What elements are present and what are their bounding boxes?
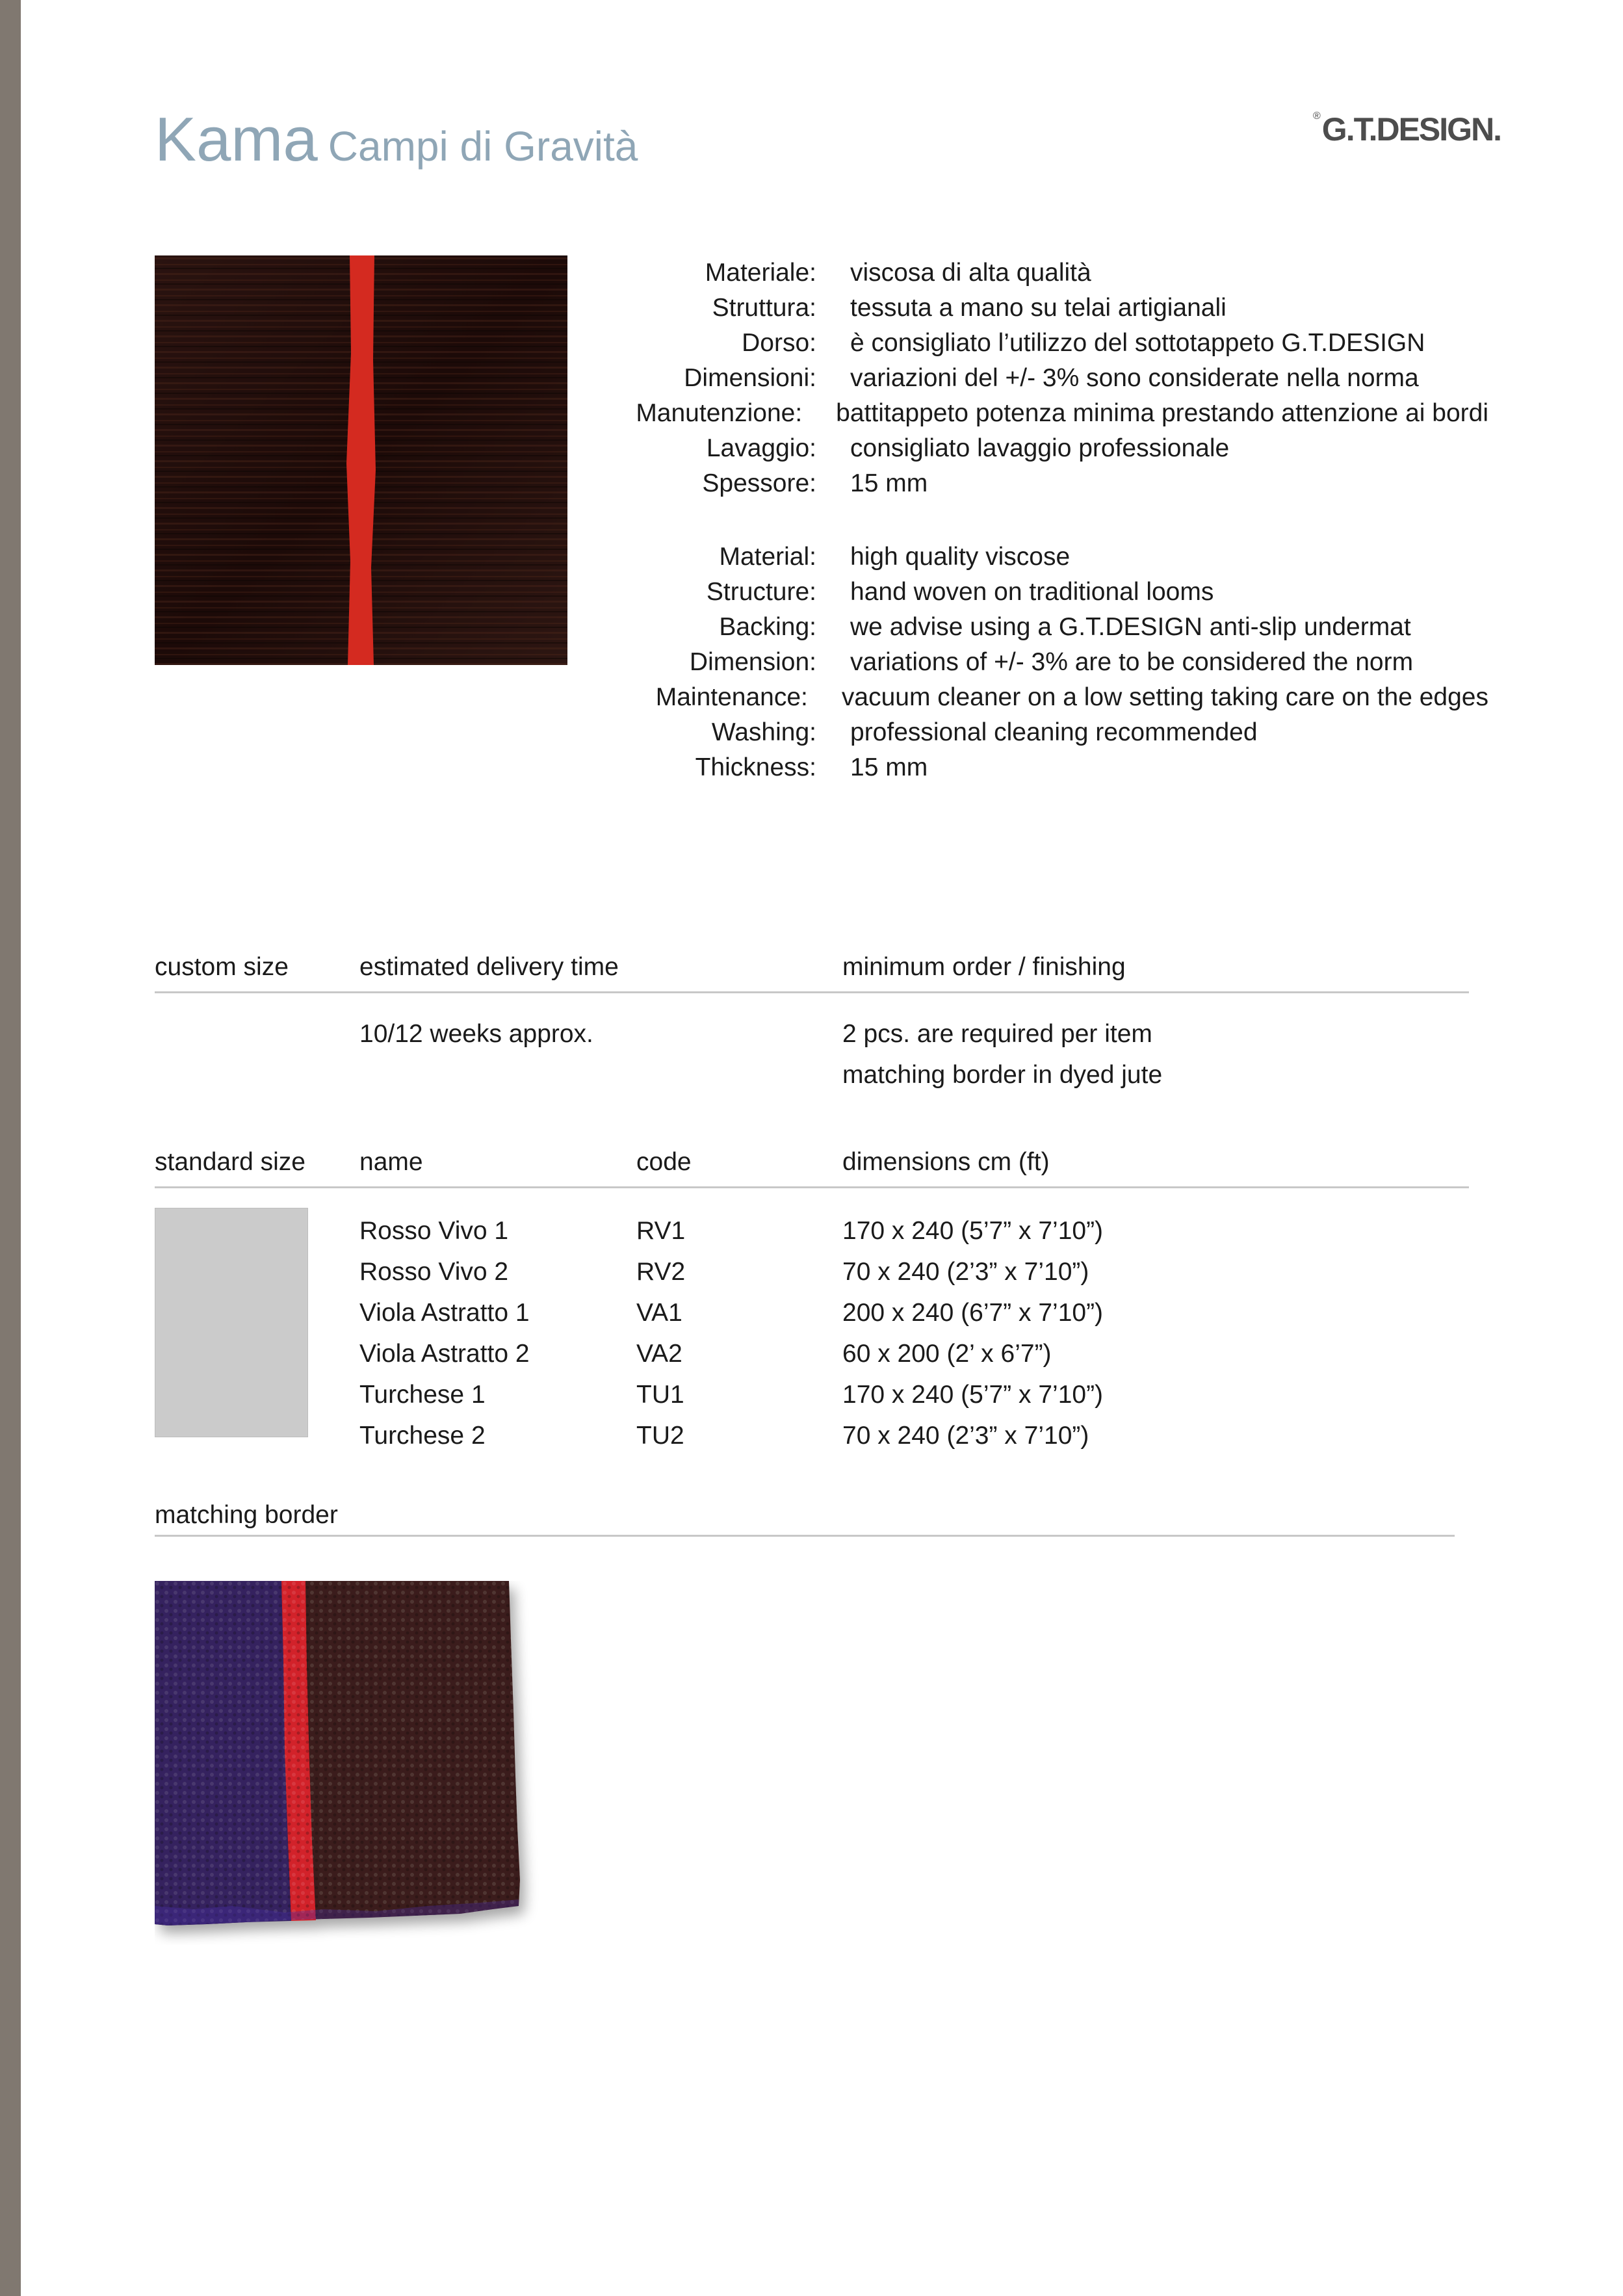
list-item: 60 x 200 (2’ x 6’7”) bbox=[842, 1340, 1052, 1368]
min-order-heading: minimum order / finishing bbox=[842, 953, 1126, 981]
spec-row bbox=[624, 466, 1488, 501]
spec-row bbox=[624, 431, 1488, 466]
list-item: 70 x 240 (2’3” x 7’10”) bbox=[842, 1422, 1089, 1450]
name-column-heading: name bbox=[359, 1148, 423, 1176]
matching-border-heading: matching border bbox=[155, 1501, 338, 1529]
brand-name: G.T.DESIGN. bbox=[1321, 111, 1501, 148]
spec-label: Materiale: bbox=[705, 259, 816, 287]
list-item: 170 x 240 (5’7” x 7’10”) bbox=[842, 1217, 1104, 1245]
spec-label: Thickness: bbox=[695, 753, 816, 781]
spec-row bbox=[624, 396, 1488, 431]
spec-value: variazioni del +/- 3% sono considerate nella norma bbox=[850, 364, 1419, 392]
brand-logo bbox=[1313, 111, 1501, 148]
standard-size-heading: standard size bbox=[155, 1148, 305, 1176]
specs-italian bbox=[624, 255, 1488, 501]
matching-border-divider bbox=[155, 1535, 1455, 1537]
list-item: Rosso Vivo 2 bbox=[359, 1258, 509, 1286]
spec-label: Maintenance: bbox=[655, 683, 808, 711]
spec-row bbox=[624, 361, 1488, 396]
list-item: RV2 bbox=[636, 1258, 686, 1286]
size-codes-list bbox=[636, 1210, 685, 1456]
custom-size-divider bbox=[155, 991, 1469, 993]
spec-row bbox=[624, 575, 1488, 610]
custom-size-heading: custom size bbox=[155, 953, 289, 981]
list-item: VA1 bbox=[636, 1299, 682, 1327]
matching-border-photo bbox=[155, 1581, 584, 1945]
spec-value: 15 mm bbox=[850, 753, 928, 781]
finishing-value: matching border in dyed jute bbox=[842, 1061, 1163, 1089]
spec-row bbox=[624, 750, 1488, 785]
spec-label: Dimension: bbox=[689, 648, 816, 676]
size-dimensions-list bbox=[842, 1210, 1103, 1456]
spec-value: viscosa di alta qualità bbox=[850, 259, 1091, 287]
list-item: VA2 bbox=[636, 1340, 682, 1368]
list-item: TU2 bbox=[636, 1422, 684, 1450]
spec-row bbox=[624, 610, 1488, 645]
spec-label: Washing: bbox=[711, 718, 816, 746]
list-item: Viola Astratto 1 bbox=[359, 1299, 530, 1327]
spec-row bbox=[624, 540, 1488, 575]
spec-value: 15 mm bbox=[850, 469, 928, 497]
spec-value: tessuta a mano su telai artigianali bbox=[850, 294, 1227, 322]
registered-mark: ® bbox=[1313, 111, 1321, 122]
list-item: RV1 bbox=[636, 1217, 686, 1245]
spec-row bbox=[624, 645, 1488, 680]
spec-value: variations of +/- 3% are to be considered the norm bbox=[850, 648, 1414, 676]
size-names-list bbox=[359, 1210, 530, 1456]
spec-label: Dimensioni: bbox=[684, 364, 816, 392]
code-column-heading: code bbox=[636, 1148, 692, 1176]
spec-label: Backing: bbox=[719, 613, 816, 641]
spec-label: Struttura: bbox=[712, 294, 816, 322]
list-item: Turchese 2 bbox=[359, 1422, 486, 1450]
side-bar bbox=[0, 0, 21, 2296]
min-order-value: 2 pcs. are required per item bbox=[842, 1020, 1152, 1048]
spec-row bbox=[624, 715, 1488, 750]
spec-label: Spessore: bbox=[702, 469, 816, 497]
list-item: Rosso Vivo 1 bbox=[359, 1217, 509, 1245]
spec-label: Structure: bbox=[706, 578, 816, 606]
list-item: TU1 bbox=[636, 1381, 684, 1409]
list-item: 70 x 240 (2’3” x 7’10”) bbox=[842, 1258, 1089, 1286]
dimensions-column-heading: dimensions cm (ft) bbox=[842, 1148, 1050, 1176]
spec-value: consigliato lavaggio professionale bbox=[850, 434, 1230, 462]
list-item: Viola Astratto 2 bbox=[359, 1340, 530, 1368]
spec-label: Dorso: bbox=[742, 329, 816, 357]
page-title bbox=[155, 104, 638, 176]
spec-row bbox=[624, 680, 1488, 715]
rug-detail-photo bbox=[155, 255, 567, 665]
spec-label: Lavaggio: bbox=[706, 434, 816, 462]
specs-english bbox=[624, 540, 1488, 785]
list-item: 170 x 240 (5’7” x 7’10”) bbox=[842, 1381, 1104, 1409]
standard-size-divider bbox=[155, 1186, 1469, 1188]
spec-value: high quality viscose bbox=[850, 543, 1071, 571]
spec-value: hand woven on traditional looms bbox=[850, 578, 1214, 606]
spec-row bbox=[624, 255, 1488, 291]
delivery-time-value: 10/12 weeks approx. bbox=[359, 1020, 593, 1048]
title-subtitle: Campi di Gravità bbox=[328, 123, 638, 170]
spec-value: battitappeto potenza minima prestando attenzione ai bordi bbox=[836, 399, 1488, 427]
spec-row bbox=[624, 326, 1488, 361]
title-main: Kama bbox=[155, 105, 318, 174]
spec-value: we advise using a G.T.DESIGN anti-slip undermat bbox=[850, 613, 1411, 641]
spec-value: è consigliato l’utilizzo del sottotappeto G.T.DESIGN bbox=[850, 329, 1425, 357]
delivery-time-heading: estimated delivery time bbox=[359, 953, 619, 981]
spec-label: Manutenzione: bbox=[636, 399, 803, 427]
size-swatch bbox=[155, 1208, 308, 1437]
spec-value: vacuum cleaner on a low setting taking care on the edges bbox=[841, 683, 1488, 711]
spec-row bbox=[624, 291, 1488, 326]
list-item: 200 x 240 (6’7” x 7’10”) bbox=[842, 1299, 1104, 1327]
spec-value: professional cleaning recommended bbox=[850, 718, 1258, 746]
list-item: Turchese 1 bbox=[359, 1381, 486, 1409]
spec-label: Material: bbox=[719, 543, 816, 571]
